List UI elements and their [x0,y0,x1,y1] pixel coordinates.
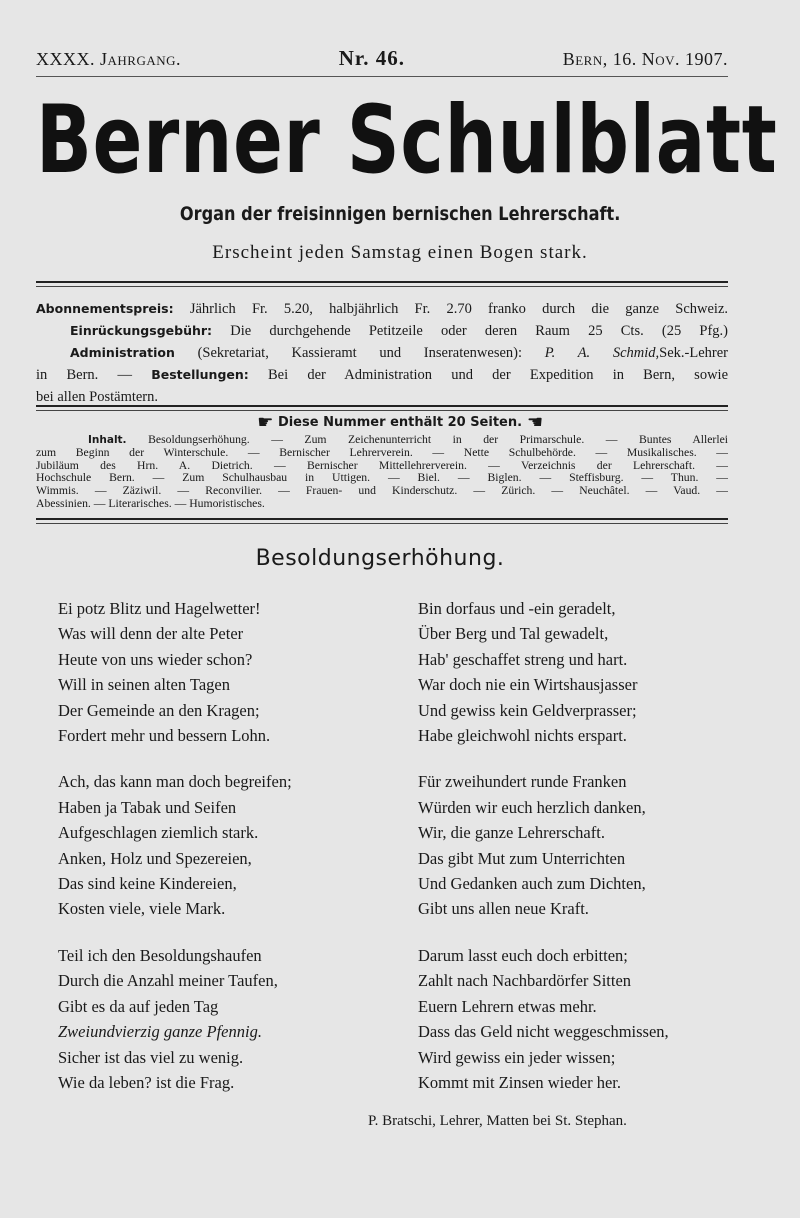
poem-line: Heute von uns wieder schon? [58,649,253,669]
place-date: Bern, 16. Nov. 1907. [562,49,728,69]
poem-line: Zweiundvierzig ganze Pfennig. [58,1022,262,1042]
contents-label: Inhalt. [88,434,127,446]
notice-text: Diese Nummer enthält 20 Seiten. [277,415,523,430]
contents-row: Abessinien. — Literarisches. — Humoristisches. [36,496,265,510]
subtitle-text: Organ der freisinnigen bernischen Lehrerschaft. [179,203,621,225]
info-text: bei allen Postämtern. [36,389,159,405]
info-row [70,342,728,364]
poem-line: Das sind keine Kindereien, [58,874,237,894]
poem-line: Kommt mit Zinsen wieder her. [418,1072,622,1092]
divider-rule [36,518,728,524]
poem-line: Fordert mehr und bessern Lohn. [58,726,271,746]
masthead-line [36,46,728,71]
poem-line: Zahlt nach Nachbardörfer Sitten [418,971,632,991]
poem-line: Anken, Holz und Spezereien, [58,848,252,868]
poem-line: Wie da leben? ist die Frag. [58,1072,235,1092]
info-row [36,364,728,386]
table-of-contents [36,434,728,511]
info-text: (Sekretariat, Kassieramt und Inseratenwesen): [197,345,523,361]
contents-row: Hochschule Bern. — Zum Schulhausbau in Uttigen. — Biel. — Biglen. — Steffisburg. — Thun. — [36,471,728,485]
poem-title: Besoldungserhöhung. [255,546,505,571]
publication-frequency: Erscheint jeden Samstag einen Bogen stark. [212,242,588,263]
poem-line: Sicher ist das viel zu wenig. [58,1047,244,1067]
poem-line: Der Gemeinde an den Kragen; [58,700,260,720]
contents-row: Jubiläum des Hrn. A. Dietrich. — Bernischer Mittellehrerverein. — Verzeichnis der Lehrerschaft. — [36,458,728,472]
admin-name: P. A. Schmid, [544,345,660,361]
poem-column-left [58,596,292,1116]
poem-line: Habe gleichwohl nichts erspart. [418,726,627,746]
info-row [36,298,728,320]
subtitle [0,203,800,225]
poem-line: Würden wir euch herzlich danken, [418,797,646,817]
info-label: Einrückungsgebühr: [70,323,213,338]
volume-label: XXXX. Jahrgang. [36,49,182,69]
stanza [418,943,669,1095]
stanza [58,596,292,748]
contents-row [36,434,728,447]
pointing-hand-icon: ☛ [526,412,543,433]
poem-line: Kosten viele, viele Mark. [58,899,226,919]
info-label: Administration [70,345,175,360]
poem-line: Haben ja Tabak und Seifen [58,797,237,817]
poem-line: Dass das Geld nicht weggeschmissen, [418,1022,669,1042]
contents-text: Besoldungserhöhung. — Zum Zeichenunterricht in der Primarschule. — Buntes Allerlei [148,433,729,446]
divider-rule [36,405,728,411]
poem-line: Was will denn der alte Peter [58,624,244,644]
info-text: Bei der Administration und der Expedition in Bern, sowie [267,367,729,383]
contents-row: zum Beginn der Winterschule. — Bernischer Lehrerverein. — Nette Schulbehörde. — Musikalisches. — [36,445,728,459]
poem-line: Gibt uns allen neue Kraft. [418,899,589,919]
poem-line: Und Gedanken auch zum Dichten, [418,874,646,894]
poem-line: Und gewiss kein Geldverprasser; [418,700,637,720]
poem-line: Bin dorfaus und -ein geradelt, [418,599,616,618]
stanza [418,769,669,921]
stanza [418,596,669,748]
poem-line: Hab' geschaffet streng und hart. [418,649,628,669]
info-label: Bestellungen: [151,367,249,382]
poem-line: Gibt es da auf jeden Tag [58,996,219,1016]
stanza [58,769,292,921]
page-count-notice [0,412,800,433]
info-text: Sek.-Lehrer [659,345,729,361]
info-row [70,320,728,342]
contents-row: Wimmis. — Zäziwil. — Reconvilier. — Frauen- und Kinderschutz. — Zürich. — Neuchâtel. — Vaud. — [36,484,728,498]
info-text: Jährlich Fr. 5.20, halbjährlich Fr. 2.70 franko durch die ganze Schweiz. [189,301,729,317]
divider-rule [36,281,728,287]
poem-line: Das gibt Mut zum Unterrichten [418,848,626,868]
info-text: Die durchgehende Petitzeile oder deren Raum 25 Cts. (25 Pfg.) [230,323,729,339]
info-text: in Bern. — [36,367,132,383]
poem-line: Aufgeschlagen ziemlich stark. [58,823,259,843]
info-label: Abonnementspreis: [36,301,174,316]
poem-line: War doch nie ein Wirtshausjasser [418,675,638,695]
poem-line: Ach, das kann man doch begreifen; [58,772,292,792]
poem-line: Über Berg und Tal gewadelt, [418,624,609,644]
poem-line: Wird gewiss ein jeder wissen; [418,1047,616,1067]
poem-line: Will in seinen alten Tagen [58,675,230,695]
poem-line: Ei potz Blitz und Hagelwetter! [58,599,261,618]
poem-signature: P. Bratschi, Lehrer, Matten bei St. Stephan. [368,1113,627,1129]
poem-line: Teil ich den Besoldungshaufen [58,945,262,965]
poem-line: Durch die Anzahl meiner Taufen, [58,971,278,991]
top-rule [36,76,728,77]
poem-line: Für zweihundert runde Franken [418,772,627,792]
poem-line: Euern Lehrern etwas mehr. [418,996,597,1016]
poem-column-right [418,596,669,1116]
pointing-hand-icon: ☛ [257,412,274,433]
newspaper-title: Berner Schulblatt [36,86,778,195]
poem-line: Wir, die ganze Lehrerschaft. [418,823,605,843]
subscription-info [36,298,729,408]
issue-number: Nr. 46. [338,46,406,70]
poem-line: Darum lasst euch doch erbitten; [418,945,628,965]
stanza [58,943,292,1095]
